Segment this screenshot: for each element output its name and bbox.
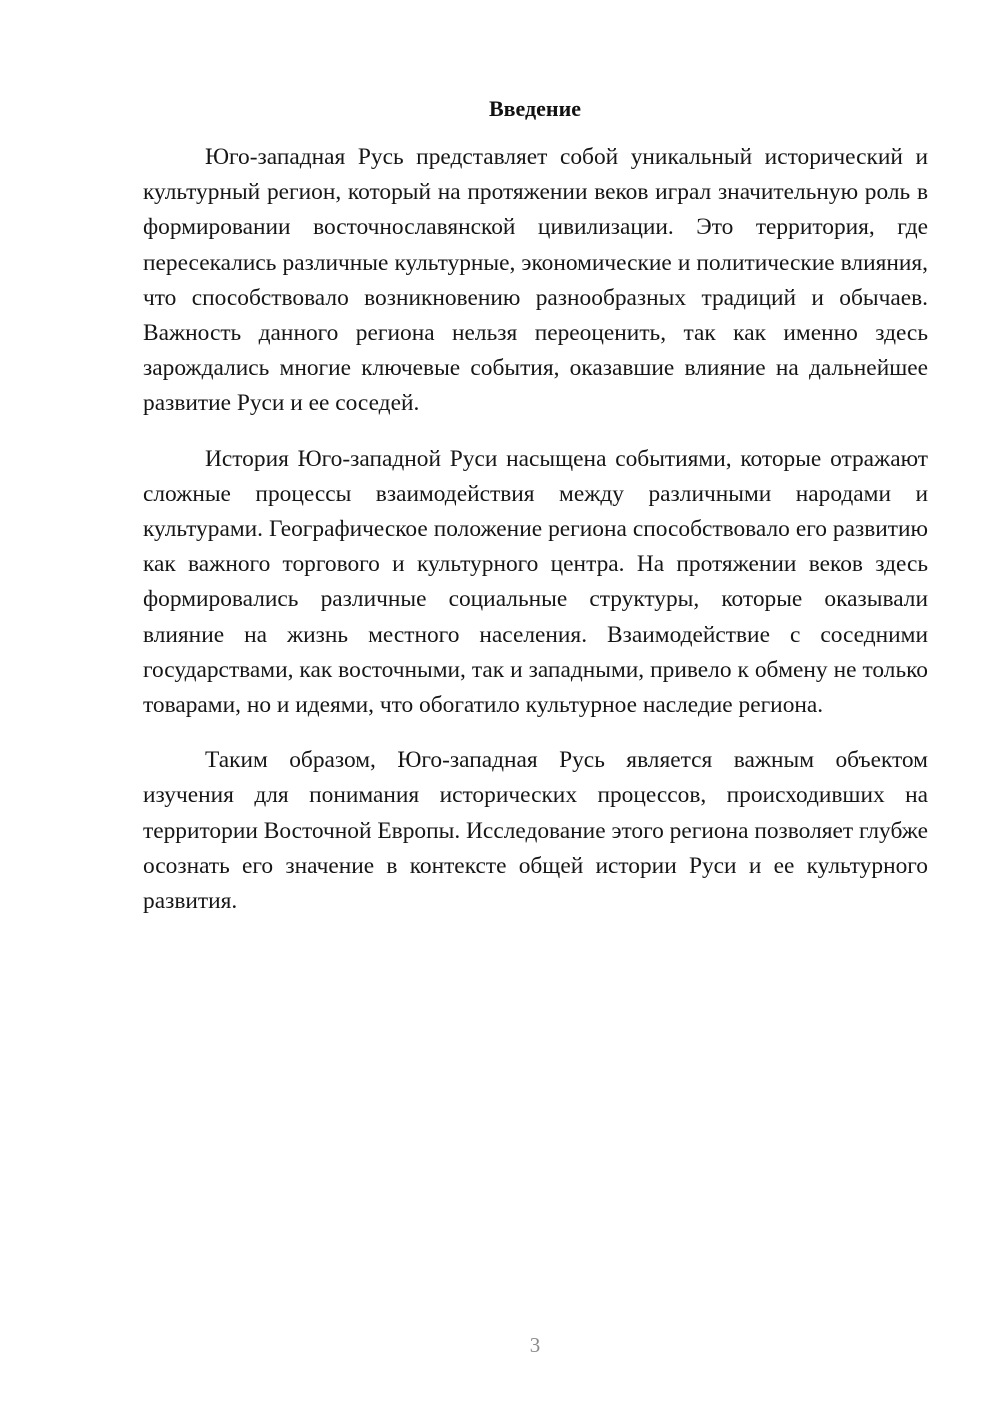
paragraph-1: Юго-западная Русь представляет собой уникальный исторический и культурный регион, который на протяжении веков играл значительную роль в формировании восточнославянской цивилизации. Это территория, где пересекались различные культурные, экономические и политические влияния, что способствовало возникновению разнообразных традиций и обычаев. Важность данного региона нельзя переоценить, так как именно здесь зарождались многие ключевые события, оказавшие влияние на дальнейшее развитие Руси и ее соседей. [143, 144, 928, 417]
paragraph-2: История Юго-западной Руси насыщена событиями, которые отражают сложные процессы взаимодействия между различными народами и культурами. Географическое положение региона способствовало его развитию как важного торгового и культурного центра. На протяжении веков здесь формировались различные социальные структуры, которые оказывали влияние на жизнь местного населения. Взаимодействие с соседними государствами, как восточными, так и западными, привело к обмену не только товарами, но и идеями, что обогатило культурное наследие региона. [143, 445, 928, 719]
page-title: Введение [488, 96, 582, 121]
page-number: 3 [529, 1333, 541, 1357]
document-body [143, 140, 928, 939]
paragraph-3: Таким образом, Юго-западная Русь является важным объектом изучения для понимания исторических процессов, происходивших на территории Восточной Европы. Исследование этого региона позволяет глубже осознать его значение в контексте общей истории Руси и ее культурного развития. [143, 747, 928, 915]
